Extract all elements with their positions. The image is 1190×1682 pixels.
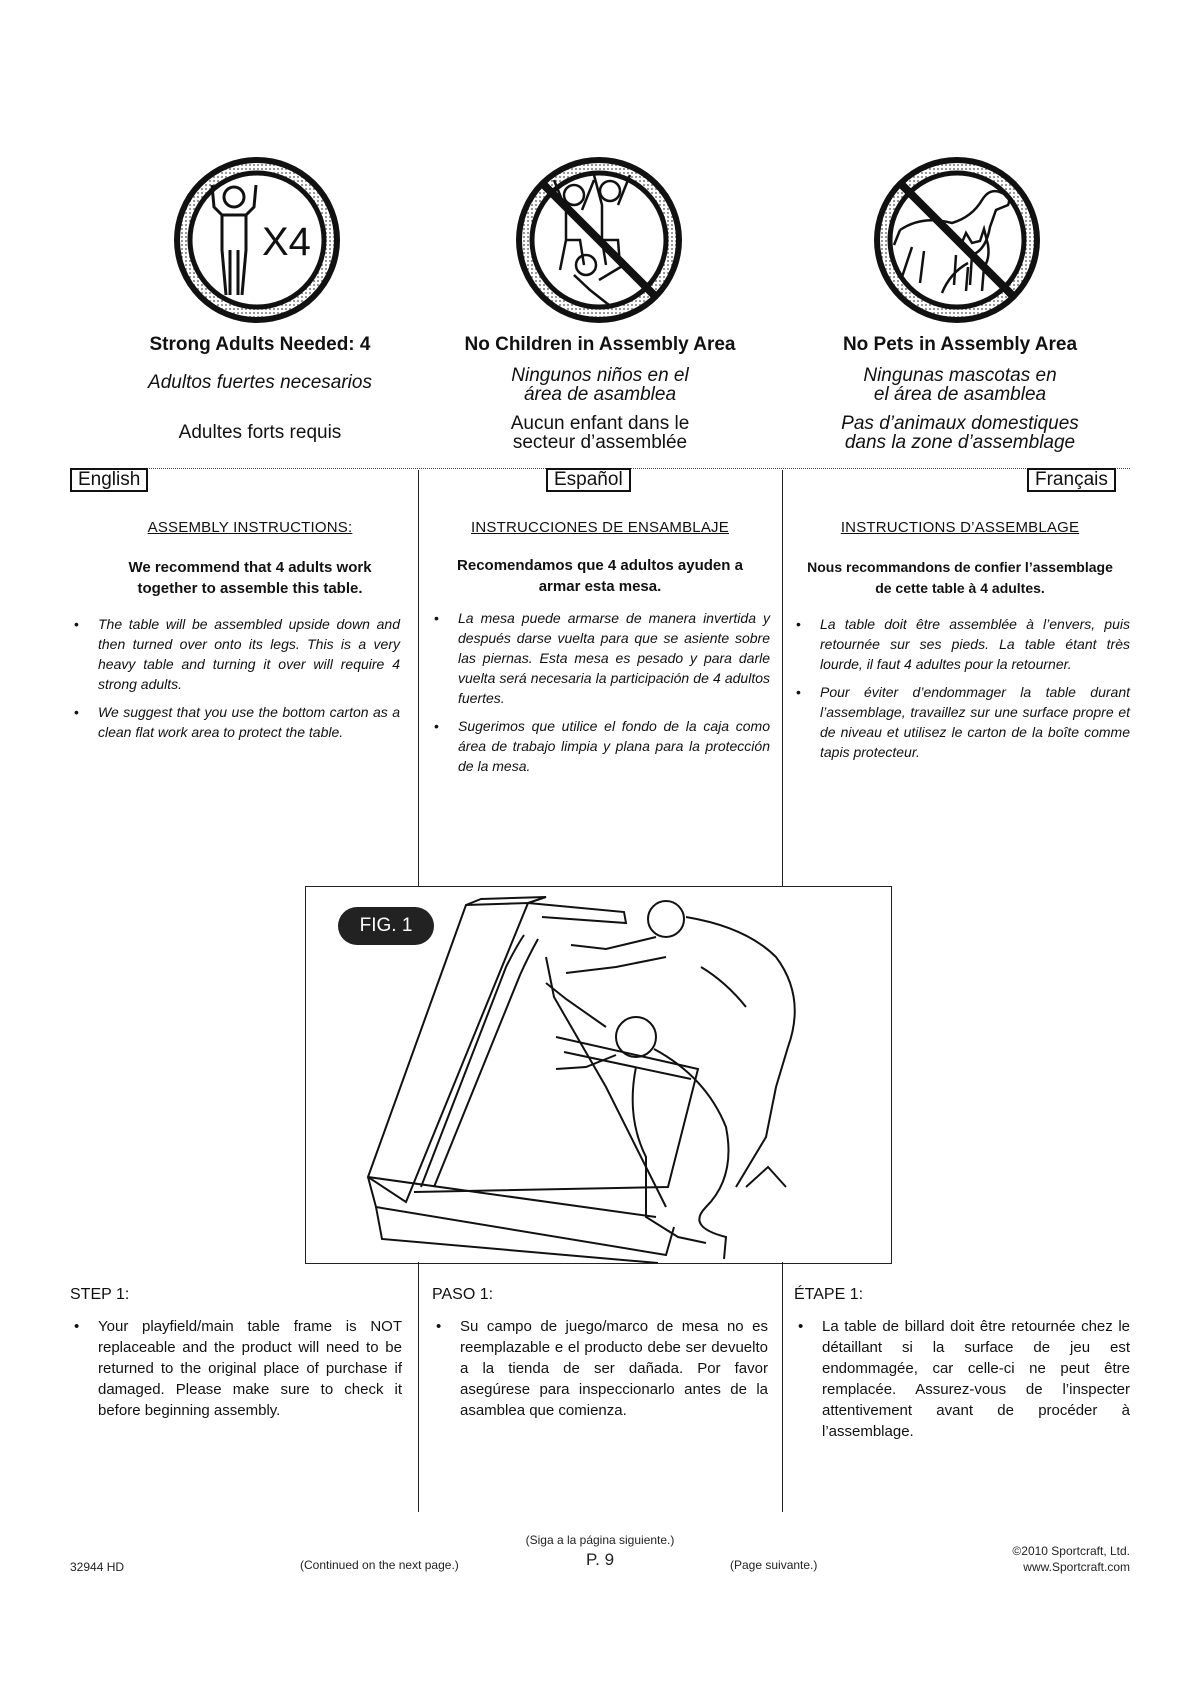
no-children-icon [514, 155, 684, 325]
warning-fr-children-line2: secteur d’assemblée [512, 432, 688, 453]
step-heading-en: STEP 1: [70, 1286, 130, 1303]
list-item: • The table will be assembled upside down and then turned over onto its legs. This is a very heavy table and turning it over will require 4 strong adults. [70, 614, 400, 694]
bullet-list-fr [792, 614, 1130, 770]
website: www.Sportcraft.com [1023, 1560, 1130, 1574]
continued-en: (Continued on the next page.) [300, 1558, 459, 1572]
step-heading-es: PASO 1: [432, 1286, 494, 1303]
list-item: • Your playfield/main table frame is NOT replaceable and the product will need to be returned to the original place of purchase if damaged. Please make sure to check it before beginning assembly. [70, 1316, 402, 1421]
list-item: • Su campo de juego/marco de mesa no es reemplazable e el producto debe ser devuelto a la tienda de ser dañada. Por favor asegúrese para inspeccionarlo antes de la asamblea que comienza. [432, 1316, 768, 1421]
lang-tab-espanol: Español [546, 468, 631, 492]
list-item: • La table de billard doit être retournée chez le détaillant si la surface de jeu est endommagée, car celle-ci ne peut être remplacée. Assurez-vous de l’inspecter attentivement avant de procéder à l’assemblage. [794, 1316, 1130, 1442]
column-divider-2-top [782, 470, 783, 886]
column-divider-2-bottom [782, 1262, 783, 1512]
lang-tab-francais: Français [1027, 468, 1116, 492]
warning-es-pets-line1: Ningunas mascotas en [863, 365, 1057, 386]
column-divider-1-bottom [418, 1262, 419, 1512]
bullet-list-es [430, 608, 770, 784]
warning-es-children-line1: Ningunos niños en el [511, 365, 689, 386]
x4-icon-text: X4 [262, 220, 311, 264]
page-number: P. 9 [585, 1550, 615, 1569]
figure-label: FIG. 1 [338, 907, 434, 945]
warning-es-adults: Adultos fuertes necesarios [148, 372, 372, 393]
lead-es: Recomendamos que 4 adultos ayuden a armar esta mesa. [457, 557, 743, 595]
no-pets-icon [872, 155, 1042, 325]
figure-1 [305, 886, 892, 1264]
warning-fr-adults: Adultes forts requis [178, 422, 342, 443]
step-list-en [70, 1316, 402, 1429]
model-number: 32944 HD [70, 1560, 125, 1574]
copyright: ©2010 Sportcraft, Ltd. [1012, 1544, 1130, 1558]
lead-en: We recommend that 4 adults work together to assemble this table. [128, 559, 372, 597]
warning-es-children-line2: área de asamblea [523, 384, 677, 405]
heading-assembly-instructions-es: INSTRUCCIONES DE ENSAMBLAJE [471, 519, 729, 536]
warning-title-adults: Strong Adults Needed: 4 [149, 334, 371, 355]
warning-title-children: No Children in Assembly Area [464, 334, 736, 355]
step-heading-fr: ÉTAPE 1: [794, 1286, 864, 1303]
list-item: • We suggest that you use the bottom carton as a clean flat work area to protect the table. [70, 702, 400, 742]
list-item: • Pour éviter d’endommager la table durant l’assemblage, travaillez sur une surface propre et de niveau et utilisez le carton de la boîte comme tapis protecteur. [792, 682, 1130, 762]
list-item: • La table doit être assemblée à l’envers, puis retournée sur ses pieds. La table étant très lourde, il faut 4 adultes pour la retourner. [792, 614, 1130, 674]
continued-es: (Siga a la página siguiente.) [525, 1533, 675, 1547]
list-item: • La mesa puede armarse de manera invertida y después darse vuelta para que se asiente sobre las piernas. Esta mesa es pesado y para darle vuelta será necesaria la participación de 4 adultos fuertes. [430, 608, 770, 708]
continued-fr: (Page suivante.) [730, 1558, 818, 1572]
lead-fr: Nous recommandons de confier l’assemblage de cette table à 4 adultes. [807, 559, 1113, 596]
list-item: • Sugerimos que utilice el fondo de la caja como área de trabajo limpia y plana para la protección de la mesa. [430, 716, 770, 776]
warning-title-pets: No Pets in Assembly Area [842, 334, 1078, 355]
heading-assembly-instructions-fr: INSTRUCTIONS D’ASSEMBLAGE [840, 519, 1080, 536]
bullet-list-en [70, 614, 400, 750]
step-list-es [432, 1316, 768, 1429]
warning-fr-pets-line1: Pas d’animaux domestiques [841, 413, 1079, 434]
warning-es-pets-line2: el área de asamblea [873, 384, 1047, 405]
warning-fr-children-line1: Aucun enfant dans le [510, 413, 690, 434]
heading-assembly-instructions-en: ASSEMBLY INSTRUCTIONS: [147, 519, 353, 536]
strong-adult-x4-icon [172, 155, 342, 325]
lang-tab-english: English [70, 468, 148, 492]
column-divider-1-top [418, 470, 419, 886]
warning-fr-pets-line2: dans la zone d’assemblage [844, 432, 1076, 453]
step-list-fr [794, 1316, 1130, 1450]
